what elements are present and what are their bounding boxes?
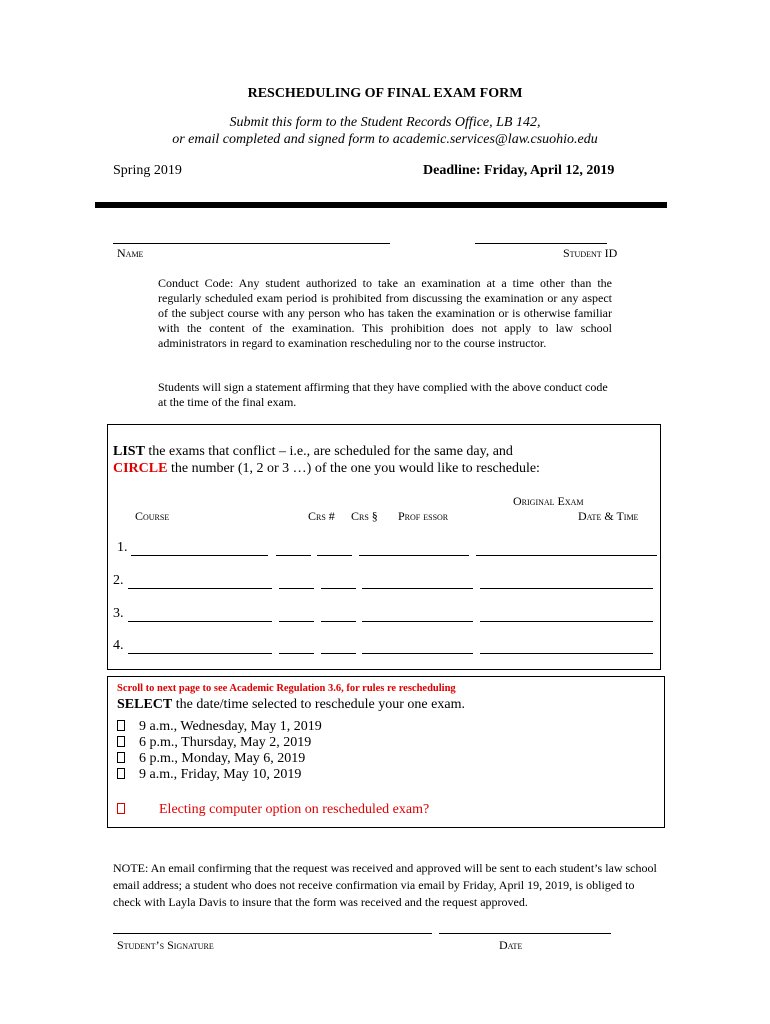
option-label: 6 p.m., Monday, May 6, 2019 — [139, 751, 306, 766]
list-instruction-text: the exams that conflict – i.e., are scheduled for the same day, and — [144, 444, 513, 459]
course-field[interactable] — [128, 653, 272, 654]
student-id-label: Student ID — [563, 246, 618, 260]
deadline-label: Deadline: Friday, April 12, 2019 — [423, 163, 615, 178]
col-header-course: Course — [135, 509, 170, 523]
row-number: 1. — [117, 540, 128, 555]
original-date-field[interactable] — [480, 653, 653, 654]
crs-section-field[interactable] — [321, 588, 356, 589]
option-label: 9 a.m., Wednesday, May 1, 2019 — [139, 719, 322, 734]
checkbox-icon[interactable] — [117, 768, 125, 779]
student-id-field[interactable] — [475, 243, 607, 244]
name-field[interactable] — [113, 243, 390, 244]
computer-option-label: Electing computer option on rescheduled exam? — [159, 802, 430, 817]
checkbox-icon[interactable] — [117, 720, 125, 731]
select-instruction-text: the date/time selected to reschedule your one exam. — [172, 697, 465, 712]
col-header-professor: Prof essor — [398, 509, 449, 523]
exam-row — [113, 573, 663, 593]
reschedule-option[interactable] — [117, 735, 311, 751]
name-label: Name — [117, 246, 144, 260]
crs-number-field[interactable] — [279, 653, 314, 654]
circle-instruction — [113, 461, 540, 477]
course-field[interactable] — [128, 621, 272, 622]
checkbox-icon[interactable] — [117, 736, 125, 747]
term-label: Spring 2019 — [113, 163, 182, 178]
reschedule-option[interactable] — [117, 751, 305, 767]
col-header-crs-section: Crs § — [351, 509, 378, 523]
reschedule-option[interactable] — [117, 767, 301, 783]
exam-row — [113, 638, 663, 658]
signature-label: Student’s Signature — [117, 938, 214, 952]
circle-keyword: CIRCLE — [113, 461, 168, 476]
option-label: 6 p.m., Thursday, May 2, 2019 — [139, 735, 312, 750]
professor-field[interactable] — [362, 621, 473, 622]
professor-field[interactable] — [362, 653, 473, 654]
reschedule-option[interactable] — [117, 719, 322, 735]
confirmation-note: NOTE: An email confirming that the request was received and approved will be sent to each student’s law school email address; a student who does not receive confirmation via email by Friday, April 19, 2019, is obliged to check with Layla Davis to insure that the form was received and the request approved. — [113, 861, 657, 909]
professor-field[interactable] — [362, 588, 473, 589]
crs-section-field[interactable] — [321, 621, 356, 622]
exam-row — [113, 606, 663, 626]
crs-number-field[interactable] — [279, 621, 314, 622]
original-date-field[interactable] — [480, 588, 653, 589]
signature-field[interactable] — [113, 933, 432, 934]
course-field[interactable] — [131, 555, 268, 556]
header-divider — [95, 202, 667, 208]
row-number: 3. — [113, 606, 124, 621]
submit-instruction-line2: or email completed and signed form to academic.services@law.csuohio.edu — [172, 132, 598, 147]
list-keyword: LIST — [113, 444, 145, 459]
date-label: Date — [499, 938, 523, 952]
conduct-code-text: Conduct Code: Any student authorized to take an examination at a time other than the regularly scheduled exam period is prohibited from discussing the examination or any aspect of the subject course with any person who has taken the examination or is otherwise familiar with the content of the examination. This prohibition does not apply to law school administrators in regard to examination rescheduling nor to the course instructor. — [158, 276, 612, 350]
select-instruction — [117, 697, 465, 713]
crs-number-field[interactable] — [279, 588, 314, 589]
crs-section-field[interactable] — [321, 653, 356, 654]
col-header-original-exam: Original Exam — [513, 494, 584, 508]
checkbox-icon[interactable] — [117, 752, 125, 763]
option-label: 9 a.m., Friday, May 10, 2019 — [139, 767, 302, 782]
row-number: 4. — [113, 638, 124, 653]
course-field[interactable] — [128, 588, 272, 589]
col-header-date-time: Date & Time — [578, 509, 639, 523]
conduct-statement-text: Students will sign a statement affirming that they have complied with the above conduct code at the time of the final exam. — [158, 380, 608, 409]
submit-instruction-line1: Submit this form to the Student Records Office, LB 142, — [229, 115, 541, 130]
professor-field[interactable] — [359, 555, 469, 556]
checkbox-icon[interactable] — [117, 803, 125, 814]
crs-number-field[interactable] — [276, 555, 311, 556]
date-field[interactable] — [439, 933, 611, 934]
row-number: 2. — [113, 573, 124, 588]
exam-row — [113, 540, 663, 560]
original-date-field[interactable] — [476, 555, 657, 556]
col-header-crs-number: Crs # — [308, 509, 335, 523]
circle-instruction-text: the number (1, 2 or 3 …) of the one you would like to reschedule: — [167, 461, 540, 476]
computer-option[interactable] — [117, 802, 429, 818]
select-keyword: SELECT — [117, 697, 173, 712]
original-date-field[interactable] — [480, 621, 653, 622]
form-title: RESCHEDULING OF FINAL EXAM FORM — [247, 86, 523, 101]
scroll-note: Scroll to next page to see Academic Regulation 3.6, for rules re rescheduling — [117, 683, 456, 694]
crs-section-field[interactable] — [317, 555, 352, 556]
list-instruction — [113, 444, 513, 460]
